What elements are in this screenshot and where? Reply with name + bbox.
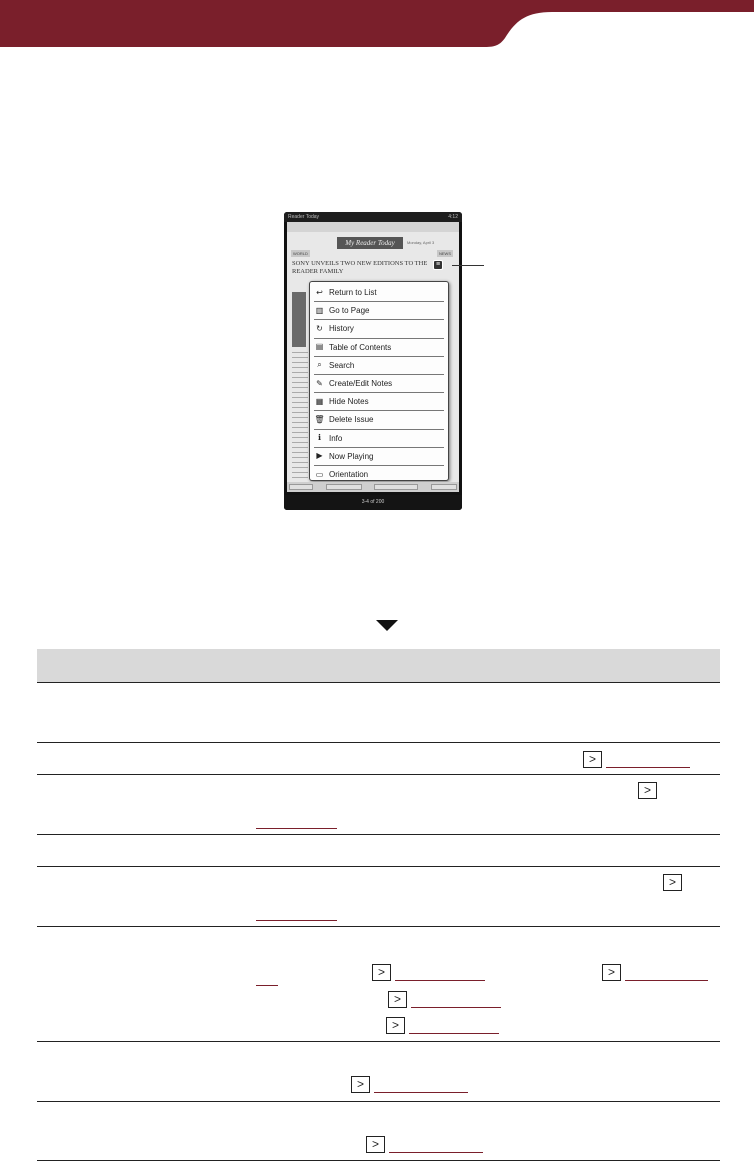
reference-link-underline [389,1152,483,1153]
masthead: My Reader Today [337,237,403,249]
table-row-divider [37,834,720,835]
toolbar-button-font[interactable] [326,484,362,490]
table-row-divider [37,742,720,743]
reference-link-underline [374,1092,468,1093]
menu-item-label: Go to Page [329,306,370,316]
header-band [0,0,754,48]
page-reference-link[interactable] [388,991,501,1008]
masthead-date: Monday, April 3 [407,240,435,245]
reference-arrow-icon: > [366,1136,385,1153]
article-photo [292,292,306,347]
page-reference-link[interactable] [602,964,708,981]
menu-item-label: Table of Contents [329,342,392,352]
menu-item-label: History [329,324,354,334]
menu-item-label: Search [329,360,355,370]
table-row-divider [37,1101,720,1102]
toolbar-button-contents[interactable] [374,484,418,490]
reference-link-underline [606,767,690,768]
section-tag-right: NEWS [439,251,451,256]
menu-item-label: Delete Issue [329,415,374,425]
table-row-divider [37,774,720,775]
reference-arrow-icon: > [638,782,657,799]
table-row-divider [37,1041,720,1042]
reference-arrow-icon: > [602,964,621,981]
table-header [37,649,720,682]
toolbar-button-back[interactable] [289,484,313,490]
device-status-bar: 3-4 of 200 [284,495,462,510]
menu-item-return-to-list[interactable] [314,284,444,302]
device-sub-bar [287,222,459,232]
reference-arrow-icon: > [388,991,407,1008]
reference-link-underline[interactable] [256,985,278,986]
menu-item-label: Return to List [329,288,377,298]
trash-icon: 🗑 [314,414,325,424]
page-reference-link[interactable] [372,964,485,981]
toolbar-button-next[interactable] [431,484,457,490]
callout-line [452,265,484,266]
reference-link-underline[interactable] [256,920,337,921]
menu-item-label: Create/Edit Notes [329,379,393,389]
page-reference-link[interactable] [351,1076,468,1093]
menu-item-history[interactable] [314,320,444,338]
orientation-icon: ▭ [315,469,324,479]
toc-icon: ▤ [315,342,324,352]
return-icon: ↩ [316,287,323,297]
device-clock: 4:12 [448,214,458,220]
info-icon: ℹ [317,433,322,443]
book-icon: ▥ [315,305,324,315]
menu-item-create-edit-notes[interactable] [314,375,444,393]
reference-arrow-icon: > [351,1076,370,1093]
menu-item-label: Info [329,433,343,443]
history-icon: ↻ [316,323,323,333]
reference-link-underline [411,1007,501,1008]
page-reference-link[interactable] [638,782,657,799]
reference-arrow-icon: > [372,964,391,981]
menu-item-label: Orientation [329,470,369,480]
reference-link-underline [409,1033,499,1034]
menu-item-delete-issue[interactable] [314,411,444,429]
reference-arrow-icon: > [583,751,602,768]
reference-arrow-icon: > [386,1017,405,1034]
table-row-divider [37,926,720,927]
menu-item-table-of-contents[interactable] [314,339,444,357]
article-headline: SONY UNVEILS TWO NEW EDITIONS TO THE READER FAMILY [292,260,428,275]
play-icon: ▶ [316,451,323,461]
options-button[interactable]: ≡ [433,260,443,270]
page-reference-link[interactable] [386,1017,499,1034]
article-text-column [292,352,308,482]
menu-item-info[interactable] [314,430,444,448]
reference-link-underline [625,980,708,981]
device-title: Reader Today [288,214,320,220]
pen-icon: ✎ [316,378,323,388]
options-menu [309,281,449,481]
reference-link-underline[interactable] [256,828,337,829]
menu-item-go-to-page[interactable] [314,302,444,320]
section-tag-left: WORLD [293,251,308,256]
table-row-divider [37,1160,720,1161]
reference-link-underline [395,980,485,981]
device-top-bar [284,212,462,222]
down-arrow-icon [376,620,398,631]
hide-notes-icon: ▦ [315,396,324,406]
table-row-divider [37,866,720,867]
device-bottom-toolbar [287,482,459,492]
menu-item-search[interactable] [314,357,444,375]
search-icon: ⌕ [317,360,322,370]
reference-arrow-icon: > [663,874,682,891]
menu-item-label: Now Playing [329,451,374,461]
menu-item-hide-notes[interactable] [314,393,444,411]
menu-item-label: Hide Notes [329,397,369,407]
table-row-divider [37,682,720,683]
menu-item-now-playing[interactable] [314,448,444,466]
page-reference-link[interactable] [583,751,690,768]
device-page [287,222,459,492]
page-reference-link[interactable] [663,874,682,891]
device-screenshot [284,212,462,510]
page-reference-link[interactable] [366,1136,483,1153]
